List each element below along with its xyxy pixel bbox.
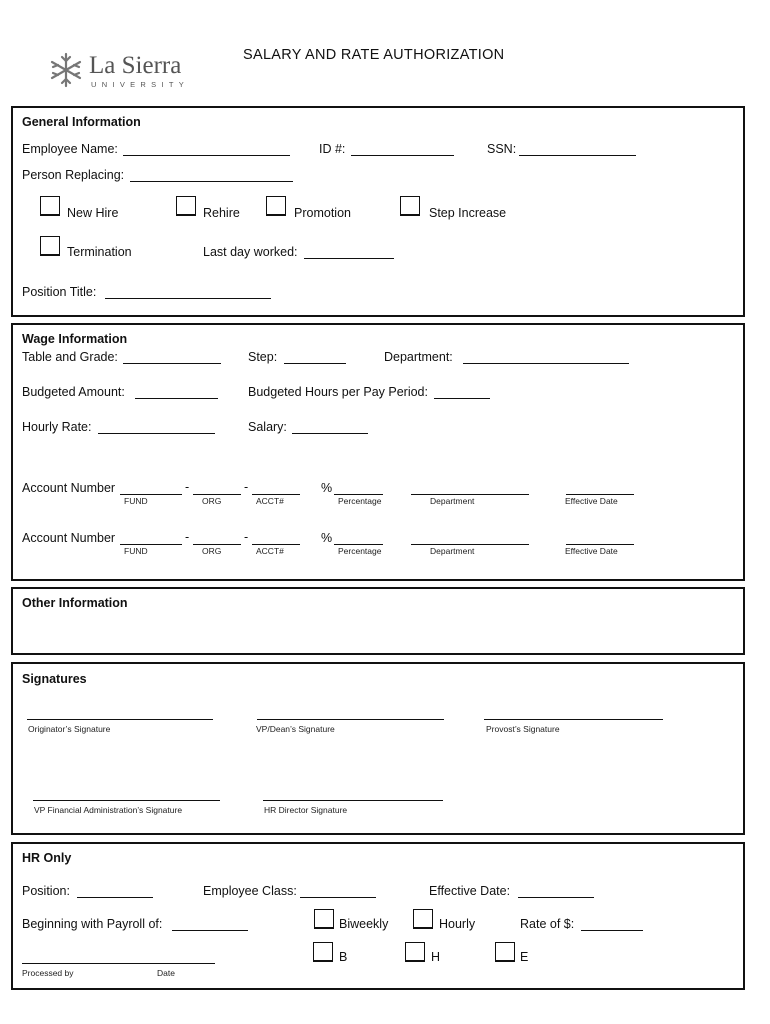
department-field[interactable]	[463, 363, 629, 364]
hourly-rate-field[interactable]	[98, 433, 215, 434]
logo-name: La Sierra	[89, 52, 182, 79]
termination-label: Termination	[67, 245, 132, 259]
vp-financial-signature-field[interactable]	[33, 800, 220, 801]
percentage-field[interactable]	[334, 494, 383, 495]
department-account-field[interactable]	[411, 544, 529, 545]
processed-by-caption: Processed by	[22, 968, 74, 978]
hourly-checkbox[interactable]	[413, 909, 433, 929]
employee-name-label: Employee Name:	[22, 142, 118, 156]
org-field[interactable]	[193, 494, 241, 495]
e-checkbox[interactable]	[495, 942, 515, 962]
fund-field[interactable]	[120, 544, 182, 545]
general-heading: General Information	[22, 115, 141, 129]
date-caption: Date	[157, 968, 175, 978]
provost-signature-field[interactable]	[484, 719, 663, 720]
general-information-section	[11, 106, 745, 317]
rehire-checkbox[interactable]	[176, 196, 196, 216]
signatures-heading: Signatures	[22, 672, 87, 686]
acct-caption: ACCT#	[256, 496, 284, 506]
employee-name-field[interactable]	[123, 155, 290, 156]
last-day-field[interactable]	[304, 258, 394, 259]
h-checkbox[interactable]	[405, 942, 425, 962]
promotion-checkbox[interactable]	[266, 196, 286, 216]
wage-heading: Wage Information	[22, 332, 128, 346]
id-label: ID #:	[319, 142, 346, 156]
new-hire-checkbox[interactable]	[40, 196, 60, 216]
vp-dean-signature-field[interactable]	[257, 719, 444, 720]
snowflake-logo-icon	[48, 52, 84, 88]
ssn-field[interactable]	[519, 155, 636, 156]
position-field[interactable]	[77, 897, 153, 898]
other-heading: Other Information	[22, 596, 128, 610]
step-label: Step:	[248, 350, 278, 364]
percentage-caption: Percentage	[338, 496, 382, 506]
fund-caption: FUND	[124, 496, 148, 506]
originator-caption: Originator’s Signature	[28, 724, 111, 734]
org-caption: ORG	[202, 546, 222, 556]
hr-director-signature-field[interactable]	[263, 800, 443, 801]
position-title-field[interactable]	[105, 298, 271, 299]
termination-checkbox[interactable]	[40, 236, 60, 256]
last-day-label: Last day worked:	[203, 245, 298, 259]
effective-date-field[interactable]	[566, 494, 634, 495]
person-replacing-field[interactable]	[130, 181, 293, 182]
department-account-field[interactable]	[411, 494, 529, 495]
beginning-payroll-field[interactable]	[172, 930, 248, 931]
page-title: SALARY AND RATE AUTHORIZATION	[243, 47, 505, 63]
rehire-label: Rehire	[203, 206, 240, 220]
originator-signature-field[interactable]	[27, 719, 213, 720]
account-number-label: Account Number	[22, 481, 116, 495]
percent-sign: %	[321, 531, 333, 545]
step-field[interactable]	[284, 363, 346, 364]
budgeted-amount-field[interactable]	[135, 398, 218, 399]
effective-date-caption: Effective Date	[565, 546, 618, 556]
budgeted-amount-label: Budgeted Amount:	[22, 385, 125, 399]
employee-class-field[interactable]	[300, 897, 376, 898]
table-grade-field[interactable]	[123, 363, 221, 364]
percentage-field[interactable]	[334, 544, 383, 545]
position-label: Position:	[22, 884, 70, 898]
budgeted-hours-label: Budgeted Hours per Pay Period:	[248, 385, 428, 399]
table-grade-label: Table and Grade:	[22, 350, 118, 364]
e-label: E	[520, 950, 529, 964]
hr-heading: HR Only	[22, 851, 72, 865]
id-field[interactable]	[351, 155, 454, 156]
fund-field[interactable]	[120, 494, 182, 495]
position-title-label: Position Title:	[22, 285, 97, 299]
h-label: H	[431, 950, 441, 964]
biweekly-checkbox[interactable]	[314, 909, 334, 929]
acct-field[interactable]	[252, 494, 300, 495]
fund-caption: FUND	[124, 546, 148, 556]
person-replacing-label: Person Replacing:	[22, 168, 125, 182]
dash: -	[244, 530, 249, 544]
hr-director-caption: HR Director Signature	[264, 805, 348, 815]
dash: -	[185, 530, 190, 544]
department-caption: Department	[430, 546, 475, 556]
vp-dean-caption: VP/Dean’s Signature	[256, 724, 335, 734]
rate-label: Rate of $:	[520, 917, 575, 931]
beginning-payroll-label: Beginning with Payroll of:	[22, 917, 163, 931]
hourly-label: Hourly	[439, 917, 476, 931]
step-increase-label: Step Increase	[429, 206, 507, 220]
employee-class-label: Employee Class:	[203, 884, 297, 898]
dash: -	[185, 480, 190, 494]
biweekly-label: Biweekly	[339, 917, 389, 931]
ssn-label: SSN:	[487, 142, 517, 156]
processed-by-field[interactable]	[22, 963, 215, 964]
org-caption: ORG	[202, 496, 222, 506]
wage-information-section	[11, 323, 745, 581]
salary-label: Salary:	[248, 420, 287, 434]
effective-date-caption: Effective Date	[565, 496, 618, 506]
step-increase-checkbox[interactable]	[400, 196, 420, 216]
percentage-caption: Percentage	[338, 546, 382, 556]
percent-sign: %	[321, 481, 333, 495]
new-hire-label: New Hire	[67, 206, 119, 220]
vp-financial-caption: VP Financial Administration’s Signature	[34, 805, 183, 815]
logo-sub: UNIVERSITY	[91, 80, 190, 89]
effective-date-hr-field[interactable]	[518, 897, 594, 898]
promotion-label: Promotion	[294, 206, 351, 220]
effective-date-field[interactable]	[566, 544, 634, 545]
provost-caption: Provost’s Signature	[486, 724, 560, 734]
acct-field[interactable]	[252, 544, 300, 545]
budgeted-hours-field[interactable]	[434, 398, 490, 399]
dash: -	[244, 480, 249, 494]
org-field[interactable]	[193, 544, 241, 545]
hourly-rate-label: Hourly Rate:	[22, 420, 92, 434]
acct-caption: ACCT#	[256, 546, 284, 556]
department-caption: Department	[430, 496, 475, 506]
department-label: Department:	[384, 350, 453, 364]
salary-field[interactable]	[292, 433, 368, 434]
rate-field[interactable]	[581, 930, 643, 931]
account-number-label: Account Number	[22, 531, 116, 545]
b-label: B	[339, 950, 348, 964]
hr-only-section	[11, 842, 745, 990]
effective-date-label: Effective Date:	[429, 884, 511, 898]
b-checkbox[interactable]	[313, 942, 333, 962]
